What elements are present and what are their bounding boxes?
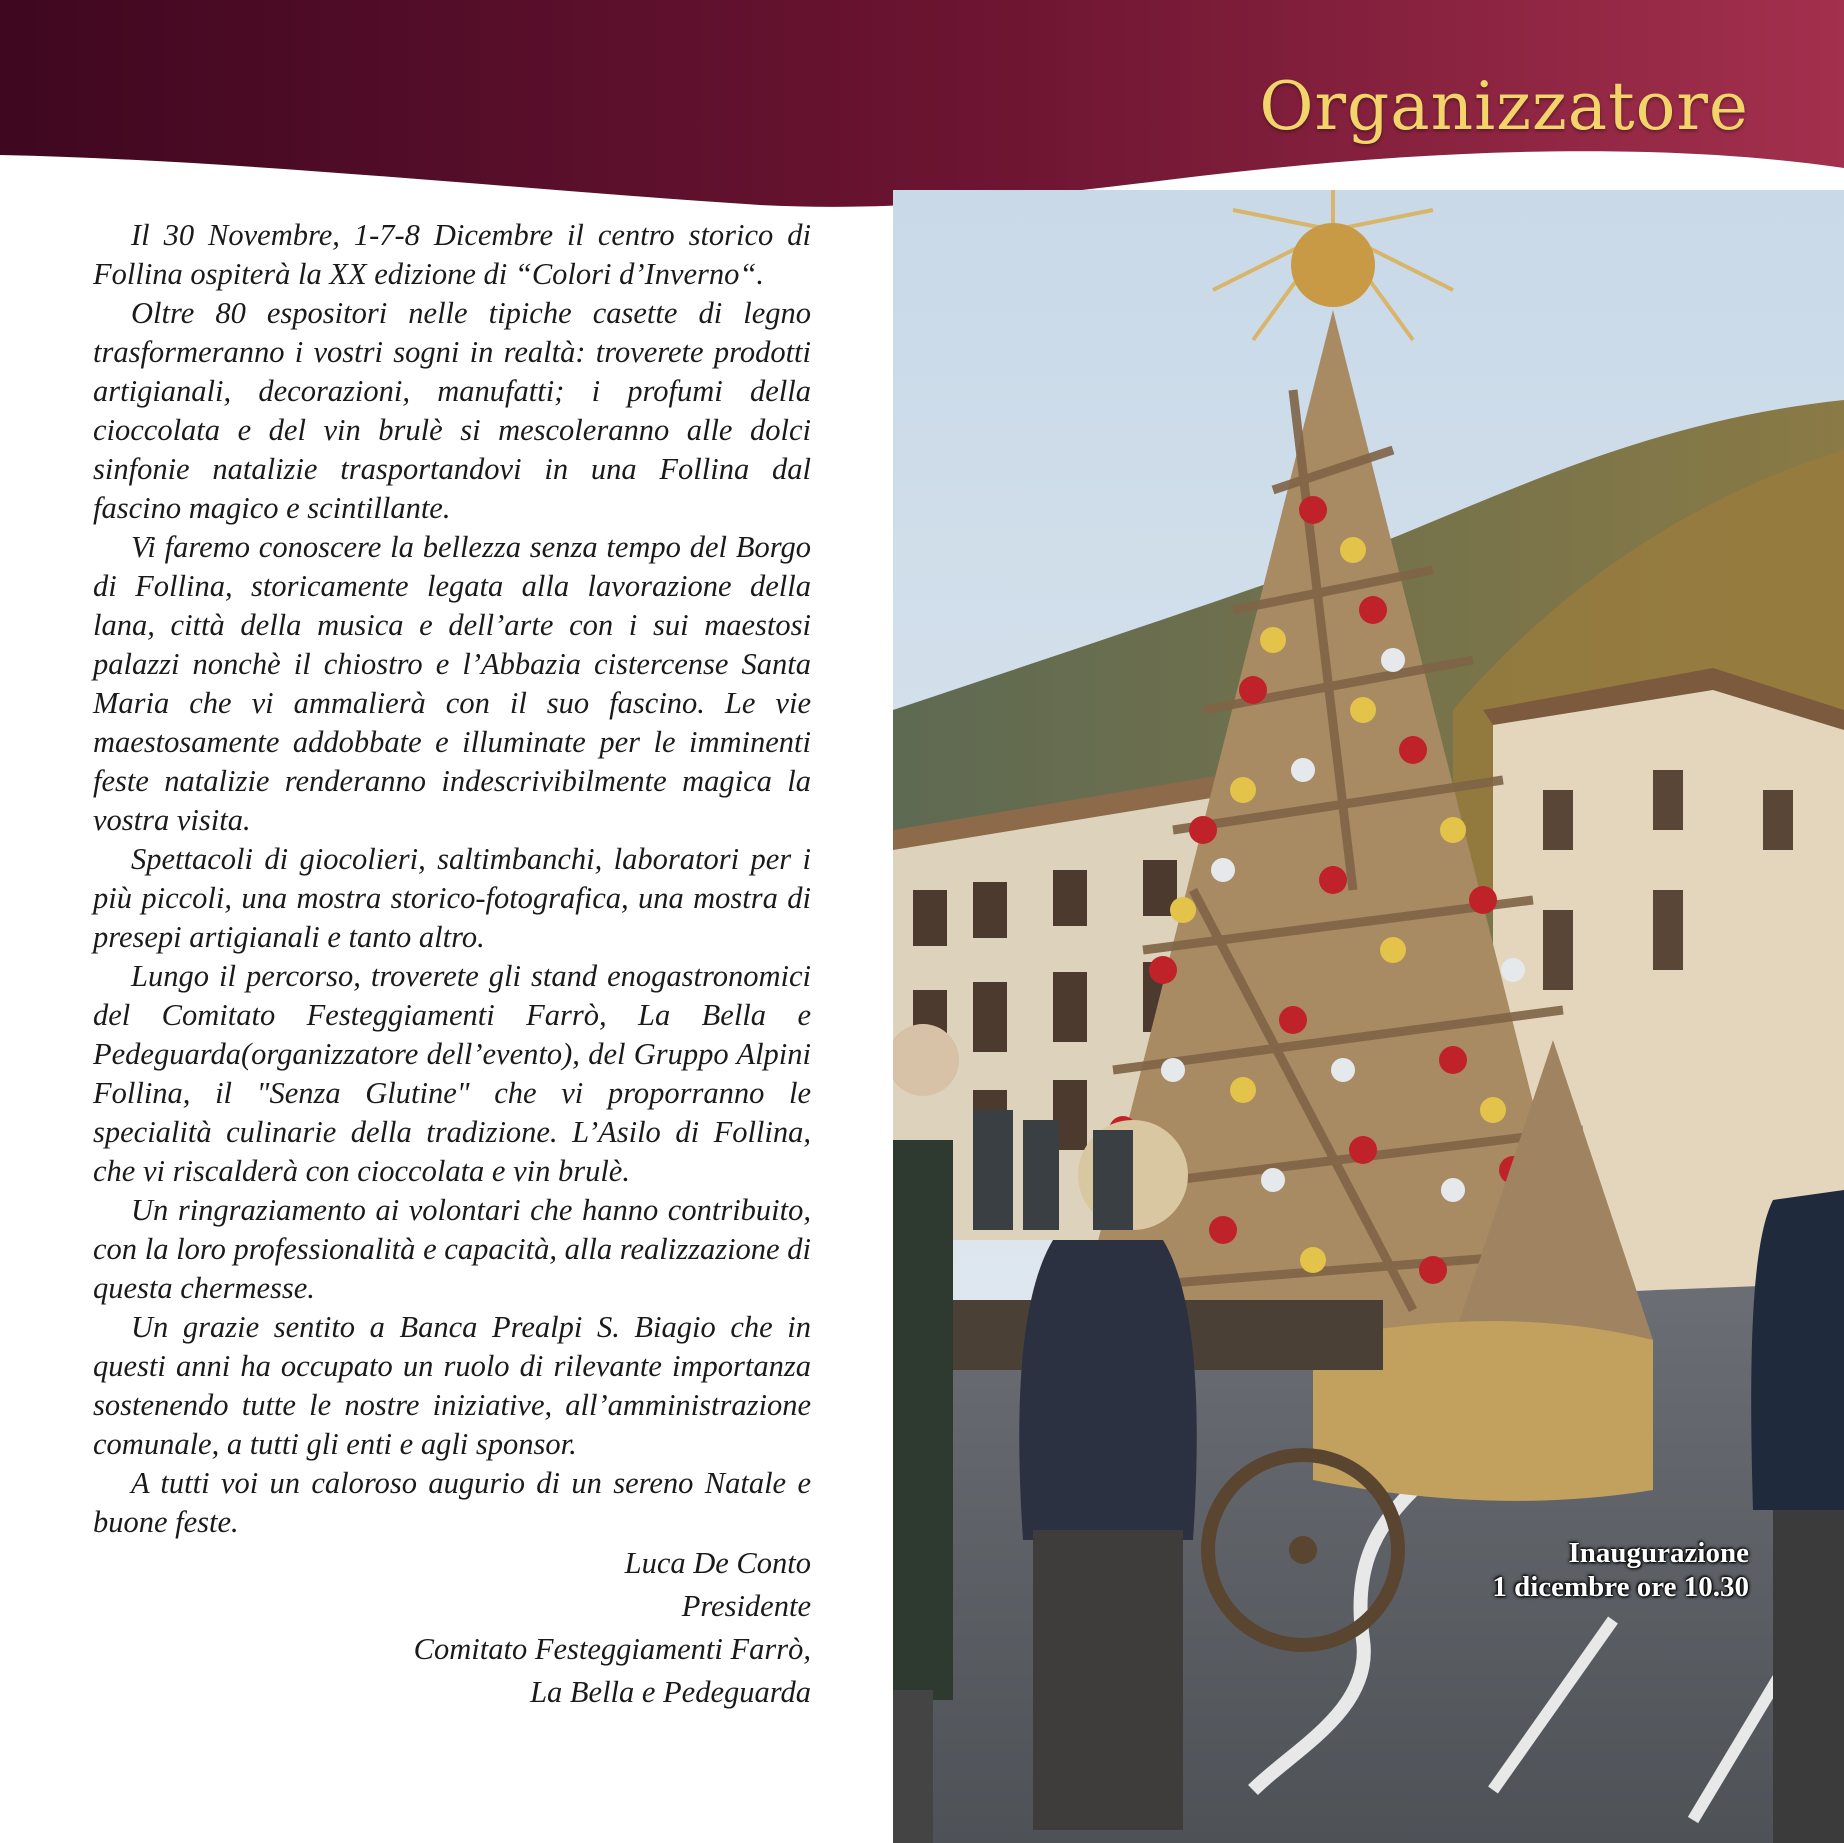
signature-name: Luca De Conto <box>624 1546 811 1580</box>
caption-line2: 1 dicembre ore 10.30 <box>1492 1571 1749 1603</box>
paragraph: Un grazie sentito a Banca Prealpi S. Biagio che in questi anni ha occupato un ruolo di rilevante importanza sostenendo tutte le nostre iniziative, all’amministrazione comunale, a tutti gli enti e agli sponsor. <box>93 1310 811 1461</box>
paragraph: Oltre 80 espositori nelle tipiche casette di legno trasformeranno i vostri sogni in realtà: troverete prodotti artigianali, decorazioni, manufatti; i profumi della cioccolata e del vin brulè si mescoleranno alle dolci sinfonie natalizie trasportandovi in una Follina dal fascino magico e scintillante. <box>93 296 811 525</box>
signature-org-line1: Comitato Festeggiamenti Farrò, <box>413 1632 811 1666</box>
photo-caption <box>1492 1536 1749 1604</box>
caption-line1: Inaugurazione <box>1568 1537 1749 1569</box>
paragraph: Spettacoli di giocolieri, saltimbanchi, laboratori per i più piccoli, una mostra storico-fotografica, una mostra di presepi artigianali e tanto altro. <box>93 842 811 954</box>
page-title: Organizzatore <box>1259 68 1749 145</box>
paragraph: A tutti voi un caloroso augurio di un sereno Natale e buone feste. <box>93 1466 811 1539</box>
article-text <box>93 216 811 1714</box>
signature-block <box>93 1542 811 1714</box>
paragraph: Lungo il percorso, troverete gli stand enogastronomici del Comitato Festeggiamenti Farrò, La Bella e Pedeguarda(organizzatore dell’evento), del Gruppo Alpini Follina, il "Senza Glutine" che vi proporranno le specialità culinarie della tradizione. L’Asilo di Follina, che vi riscalderà con cioccolata e vin brulè. <box>93 959 811 1188</box>
signature-role: Presidente <box>681 1589 811 1623</box>
paragraph: Un ringraziamento ai volontari che hanno contribuito, con la loro professionalità e capacità, alla realizzazione di questa chermesse. <box>93 1193 811 1305</box>
paragraph: Vi faremo conoscere la bellezza senza tempo del Borgo di Follina, storicamente legata alla lavorazione della lana, città della musica e dell’arte con i sui maestosi palazzi nonchè il chiostro e l’Abbazia cistercense Santa Maria che vi ammalierà con il suo fascino. Le vie maestosamente addobbate e illuminate per le imminenti feste natalizie renderanno indescrivibilmente magica la vostra visita. <box>93 530 811 837</box>
paragraph: Il 30 Novembre, 1-7-8 Dicembre il centro storico di Follina ospiterà la XX edizione di “Colori d’Inverno“. <box>93 218 811 291</box>
signature-org-line2: La Bella e Pedeguarda <box>530 1675 811 1709</box>
